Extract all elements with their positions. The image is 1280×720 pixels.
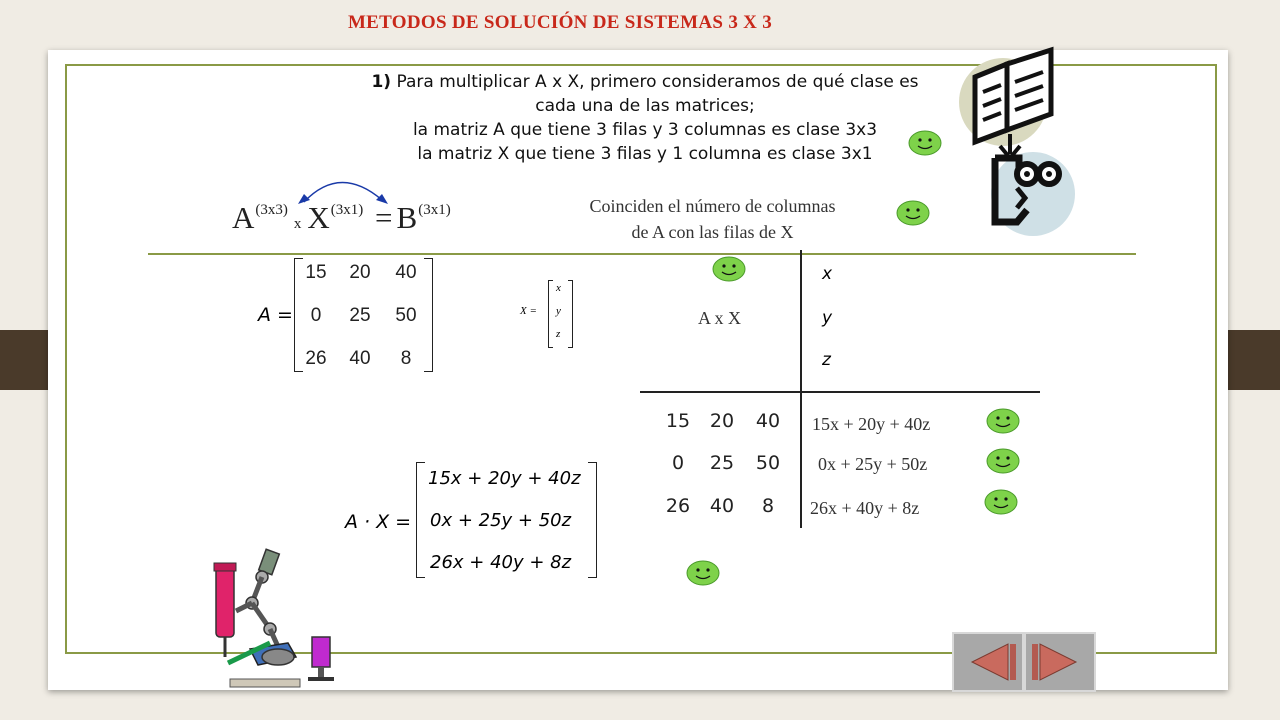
table-cell: 40 (709, 495, 735, 517)
triangle-left-icon (952, 632, 1024, 692)
table-cell: 26 (665, 495, 691, 517)
table-horizontal-line (640, 391, 1040, 393)
horizontal-divider (148, 253, 1136, 255)
intro-line-1: Para multiplicar A x X, primero consideramos de qué clase es (391, 72, 919, 92)
table-cell: 0 (671, 452, 685, 474)
intro-text (300, 70, 990, 166)
vector-x-left-bracket (548, 280, 553, 348)
matrix-a-cell: 15 (305, 262, 327, 283)
smiley-icon (986, 408, 1020, 434)
smiley-icon (896, 200, 930, 226)
smiley-icon (712, 256, 746, 282)
table-result: 0x + 25y + 50z (818, 454, 928, 474)
matrix-a-cell: 40 (395, 262, 417, 283)
matrix-a-cell: 26 (305, 348, 327, 369)
smiley-icon (908, 130, 942, 156)
coinciden-line-1: Coinciden el número de columnas (589, 196, 836, 216)
table-var: z (822, 350, 831, 370)
intro-line-3: la matriz A que tiene 3 filas y 3 columnas es clase 3x3 (412, 120, 878, 140)
table-cell: 40 (755, 410, 781, 432)
product-left-bracket (416, 462, 425, 578)
formula-x-dim: (3x1) (330, 202, 364, 218)
formula-a: A (232, 200, 255, 235)
table-corner-label: A x X (698, 308, 742, 328)
matrix-a-cell: 8 (400, 348, 412, 369)
prev-slide-button[interactable] (952, 632, 1024, 692)
table-vertical-line (800, 250, 802, 528)
coinciden-note (540, 193, 885, 245)
vector-x-label: X = (520, 305, 537, 317)
product-label: A · X = (345, 511, 412, 533)
matrix-a-cell: 50 (395, 305, 417, 326)
formula-a-dim: (3x3) (255, 202, 288, 218)
product-row: 15x + 20y + 40z (428, 468, 581, 489)
formula-b: B (396, 200, 418, 235)
dimension-formula (232, 200, 451, 236)
formula-b-dim: (3x1) (418, 202, 451, 218)
vector-x-item: x (556, 282, 561, 294)
triangle-right-icon (1024, 632, 1096, 692)
matrix-a-cell: 40 (349, 348, 371, 369)
robot-clipart (210, 545, 340, 690)
intro-line-4: la matriz X que tiene 3 filas y 1 columna es clase 3x1 (417, 144, 873, 164)
intro-number: 1) (371, 72, 392, 92)
vector-x-item: y (556, 305, 561, 317)
intro-line-2: cada una de las matrices; (535, 96, 755, 116)
vector-x-right-bracket (568, 280, 573, 348)
table-result: 26x + 40y + 8z (810, 498, 920, 518)
matrix-a-cell: 0 (310, 305, 322, 326)
formula-x: X (307, 200, 330, 235)
table-cell: 8 (761, 495, 775, 517)
vector-x-item: z (556, 328, 561, 340)
table-var: y (822, 308, 833, 328)
smiley-icon (686, 560, 720, 586)
table-cell: 15 (665, 410, 691, 432)
table-cell: 20 (709, 410, 735, 432)
coinciden-line-2: de A con las filas de X (631, 222, 794, 242)
next-slide-button[interactable] (1024, 632, 1096, 692)
table-var: x (822, 264, 833, 284)
matrix-a-label: A = (258, 304, 293, 326)
formula-times: x (293, 216, 302, 232)
book-head-clipart (955, 42, 1080, 242)
matrix-a-cell: 25 (349, 305, 371, 326)
product-right-bracket (588, 462, 597, 578)
table-cell: 50 (755, 452, 781, 474)
formula-equals: = (375, 200, 393, 235)
table-result: 15x + 20y + 40z (812, 414, 931, 434)
product-row: 0x + 25y + 50z (430, 510, 572, 531)
matrix-a-cell: 20 (349, 262, 371, 283)
slide-title: METODOS DE SOLUCIÓN DE SISTEMAS 3 X 3 (347, 12, 773, 33)
table-cell: 25 (709, 452, 735, 474)
smiley-icon (986, 448, 1020, 474)
smiley-icon (984, 489, 1018, 515)
product-row: 26x + 40y + 8z (430, 552, 572, 573)
